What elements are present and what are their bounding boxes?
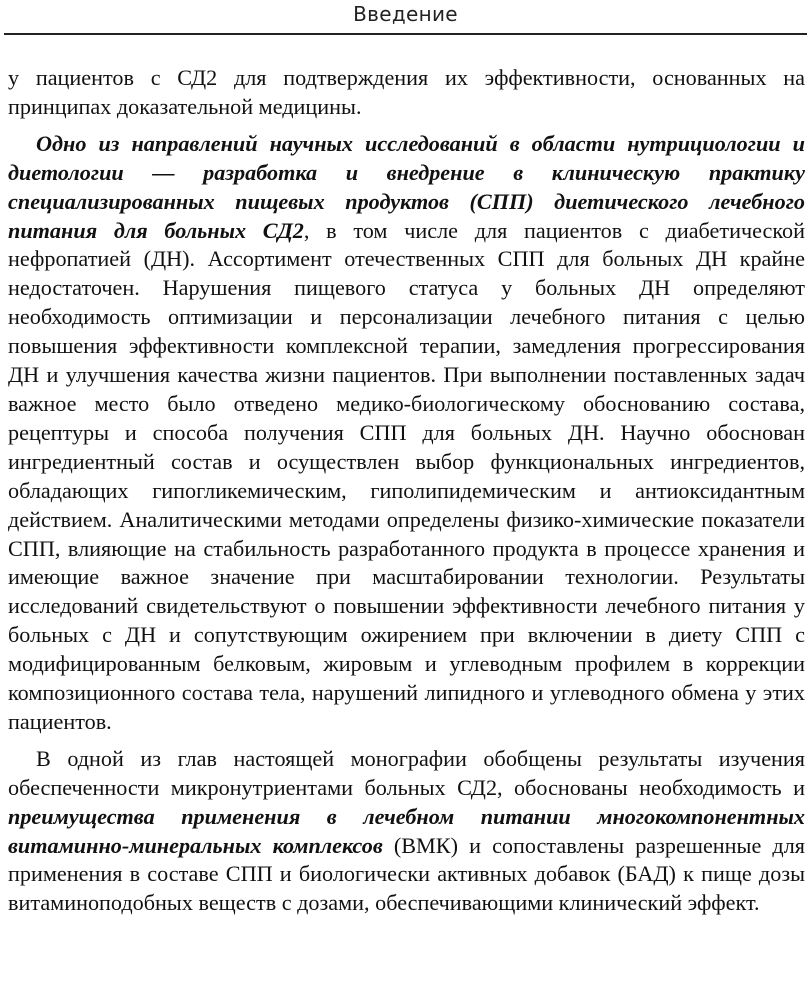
paragraph-continuation — [8, 64, 805, 122]
running-head-title: Введение — [353, 2, 458, 26]
emphasized-text-run: Одно из направлений научных исследований в области нутрициологии и диетологии — разработка и внедрение в клиническую практику специализированных пищевых продуктов (СПП) диетического лечебного питания для больных СД2 — [8, 130, 805, 243]
header-divider — [4, 33, 807, 35]
paragraph-nutrition-research — [8, 130, 805, 737]
page-body — [8, 64, 805, 926]
emphasized-text-run: преимущества применения в лечебном питании многокомпонентных витаминно-минеральных комплексов — [8, 803, 805, 858]
page-header — [0, 0, 811, 34]
text-run: у пациентов с СД2 для подтверждения их эффективности, основанных на принципах доказательной медицины. — [8, 65, 805, 119]
text-run: В одной из глав настоящей монографии обобщены результаты изучения обеспеченности микронутриентами больных СД2, обоснованы необходимость и — [8, 745, 805, 800]
paragraph-micronutrients — [8, 745, 805, 918]
text-run: , в том числе для пациентов с диабетической нефропатией (ДН). Ассортимент отечественных СПП для больных ДН крайне недостаточен. Нарушения пищевого статуса у больных ДН определяют необходимость оптимизации и персонализации лечебного питания с целью повышения эффективности комплексной терапии, замедления прогрессирования ДН и улучшения качества жизни пациентов. При выполнении поставленных задач важное место было отведено медико-биологическому обоснованию состава, рецептуры и способа получения СПП для больных ДН. Научно обоснован ингредиентный состав и осуществлен выбор функциональных ингредиентов, обладающих гипогликемическим, гиполипидемическим и антиоксидантным действием. Аналитическими методами определены физико-химические показатели СПП, влияющие на стабильность разработанного продукта в процессе хранения и имеющие важное значение при масштабировании технологии. Результаты исследований свидетельствуют о повышении эффективности лечебного питания у больных с ДН и сопутствующим ожирением при включении в диету СПП с модифицированным белковым, жировым и углеводным профилем в коррекции композиционного состава тела, нарушений липидного и углеводного обмена у этих пациентов. — [8, 217, 805, 734]
text-run: (ВМК) и сопоставлены разрешенные для применения в составе СПП и биологически активных добавок (БАД) к пище дозы витаминоподобных веществ с дозами, обеспечивающими клинический эффект. — [8, 832, 805, 916]
